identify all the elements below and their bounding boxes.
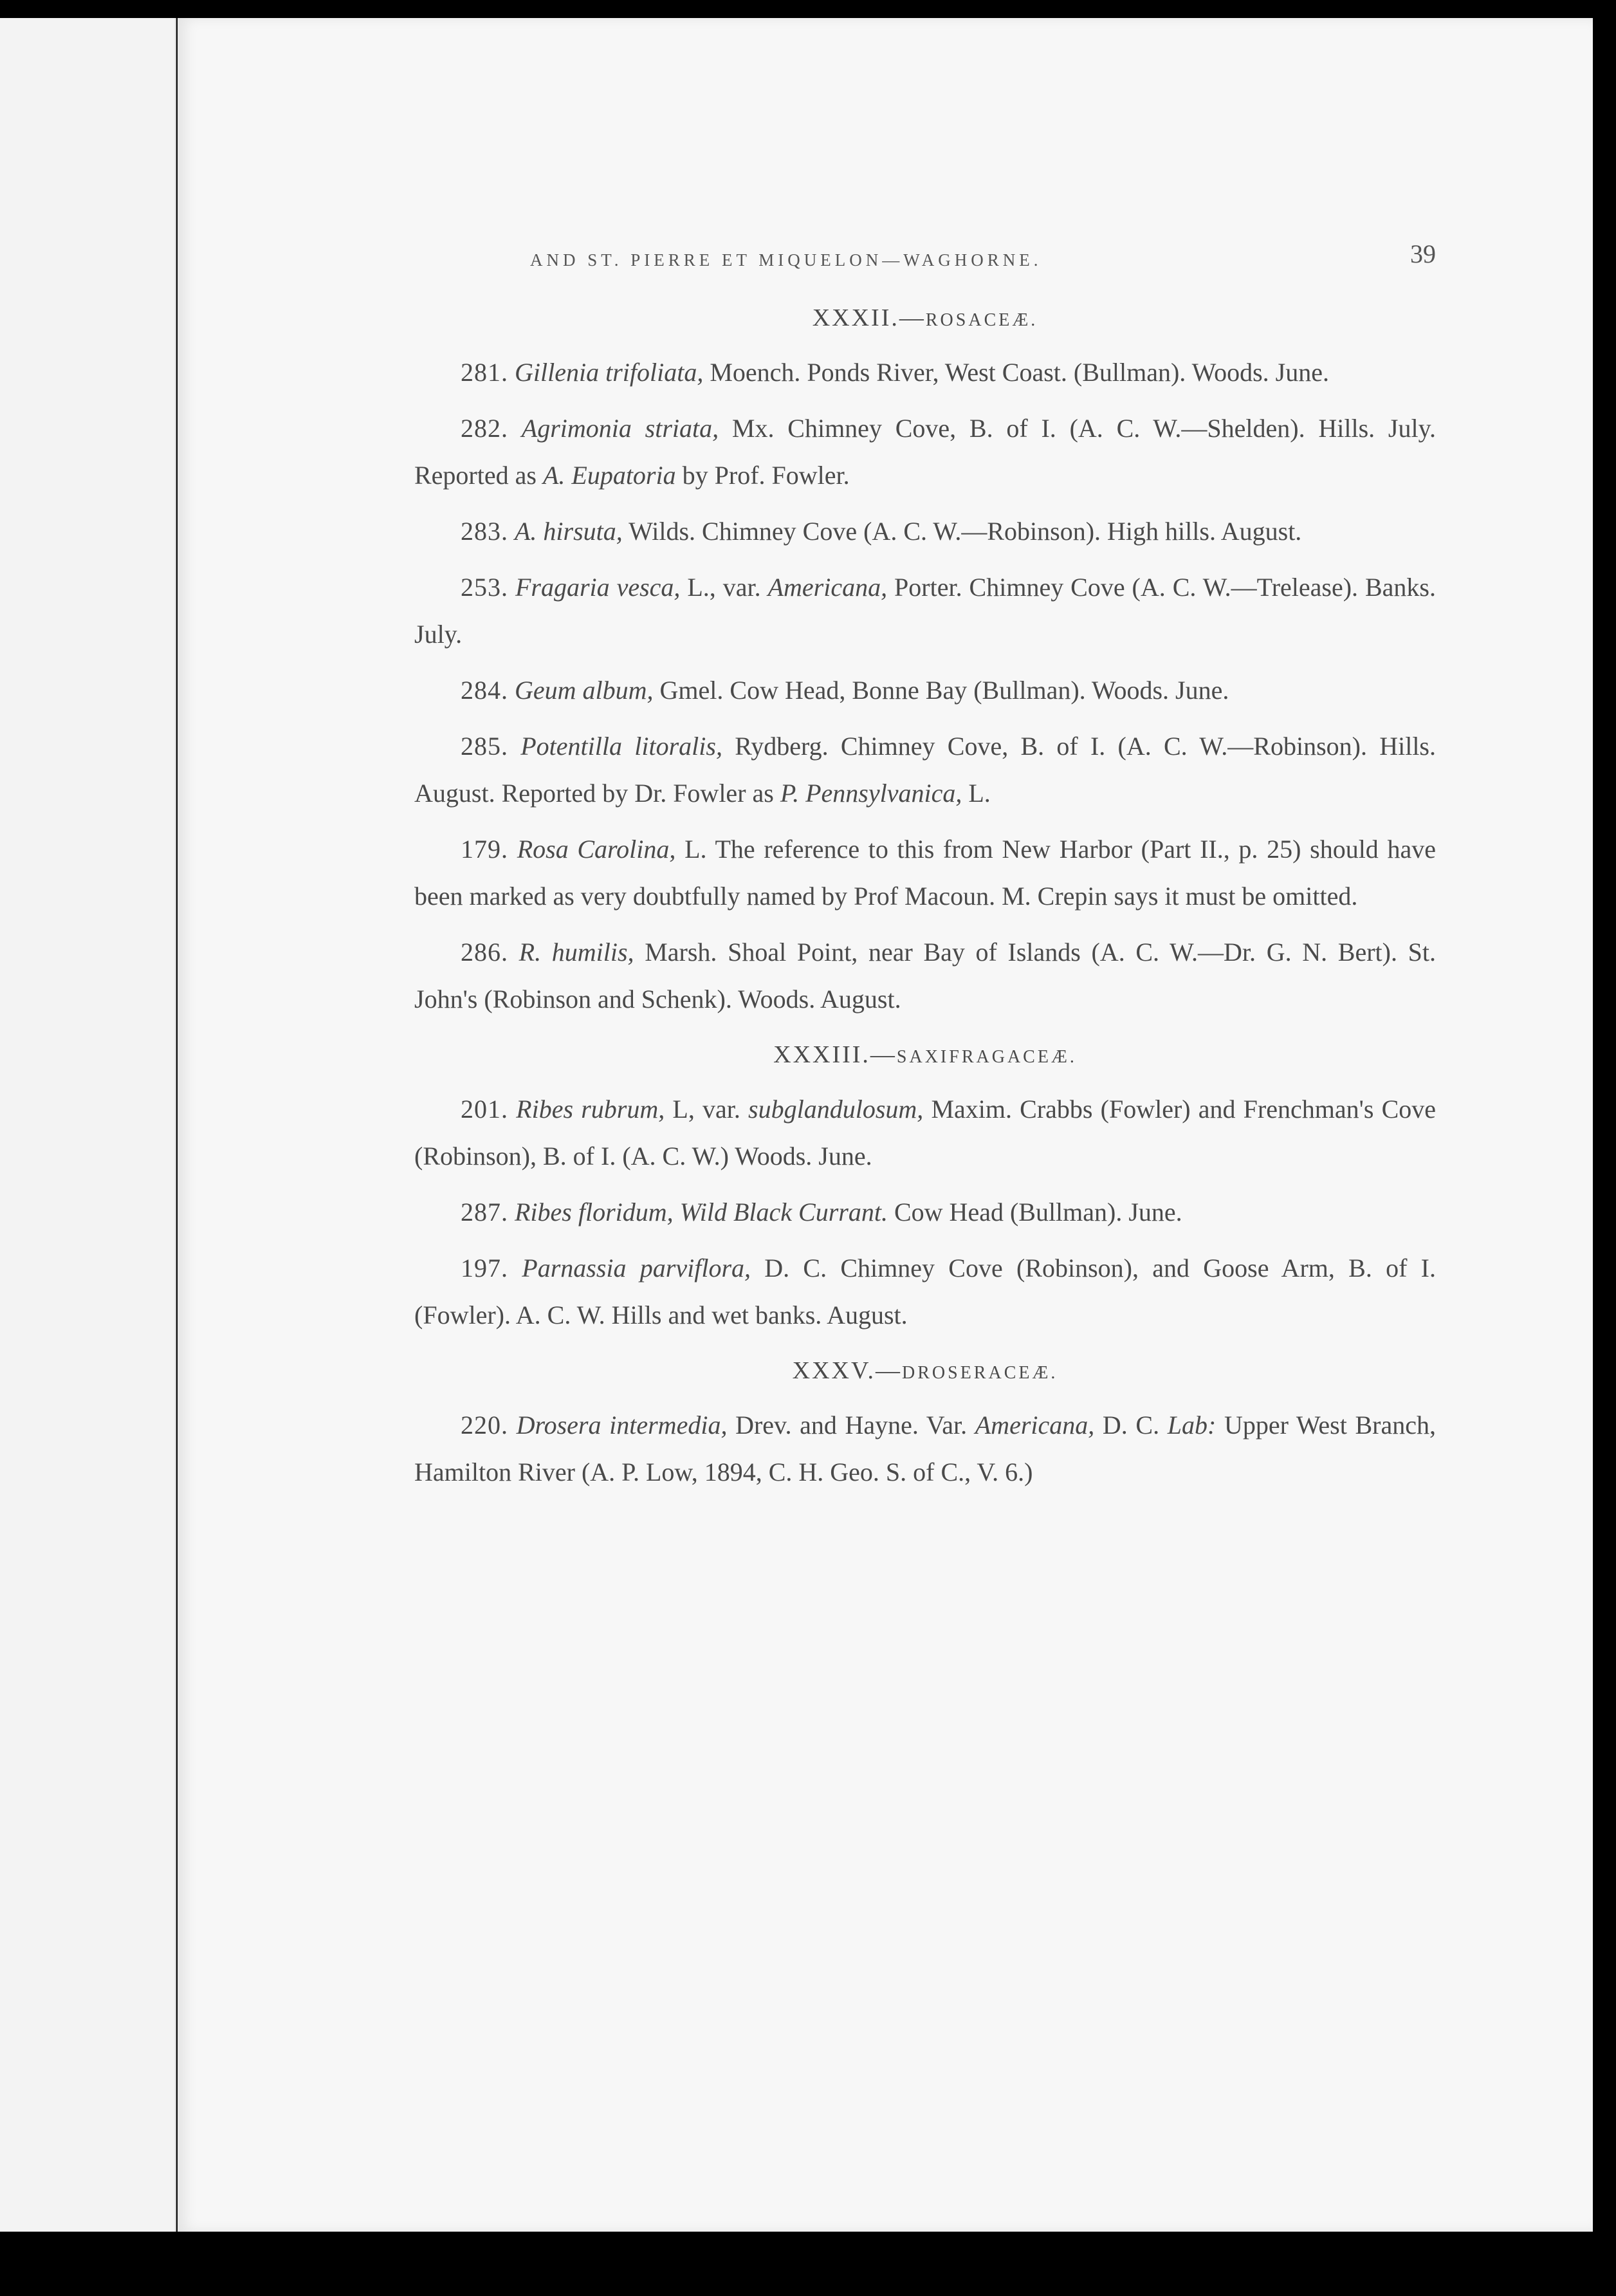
entry-text-2: D. C. (1094, 1411, 1168, 1440)
entry-text: D. C. Chimney Cove (Robinson), and Goose Arm, B. of I. (Fowler). A. C. W. Hills and wet banks. August. (414, 1254, 1436, 1329)
entry-text: Mx. Chimney Cove, B. of I. (A. C. W.—Shelden). Hills. July. Reported as (414, 414, 1436, 490)
entry-285 (414, 723, 1436, 817)
species-name: Ribes floridum, Wild Black Currant. (515, 1198, 888, 1227)
entry-201 (414, 1086, 1436, 1180)
page-text (414, 230, 1436, 1504)
entry-text-2: Maxim. Crabbs (Fowler) and Frenchman's Cove (Robinson), B. of I. (A. C. W.) Woods. June. (414, 1095, 1437, 1171)
entry-text: Wilds. Chimney Cove (A. C. W.—Robinson). High hills. August. (622, 517, 1302, 546)
entry-number: 201. (461, 1095, 508, 1124)
entry-220 (414, 1402, 1436, 1495)
section-heading-saxifragaceae (414, 1032, 1436, 1080)
running-head-title: AND ST. PIERRE ET MIQUELON—WAGHORNE. (530, 250, 1042, 270)
locality-abbrev: Lab: (1167, 1411, 1217, 1440)
species-name: Rosa Carolina, (517, 835, 676, 864)
entry-286 (414, 929, 1436, 1023)
entry-number: 286. (461, 938, 508, 967)
species-name-2: subglandulosum, (748, 1095, 924, 1124)
entry-number: 282. (461, 414, 508, 443)
entry-number: 253. (461, 573, 508, 602)
entry-text: Rydberg. Chimney Cove, B. of I. (A. C. W.—Robinson). Hills. August. Reported by Dr. Fowler as (414, 732, 1437, 808)
entry-number: 287. (461, 1198, 508, 1227)
entry-281 (414, 349, 1436, 396)
species-name: Fragaria vesca, (515, 573, 681, 602)
entry-number: 281. (461, 358, 508, 387)
entry-text: Cow Head (Bullman). June. (887, 1198, 1182, 1227)
section-heading-droseraceae (414, 1347, 1436, 1396)
page-number: 39 (1410, 239, 1436, 268)
species-name: Parnassia parviflora, (522, 1254, 751, 1282)
species-name: Ribes rubrum, (516, 1095, 665, 1124)
entry-number: 285. (461, 732, 508, 761)
entry-text: Gmel. Cow Head, Bonne Bay (Bullman). Woods. June. (653, 676, 1229, 705)
section-heading-name: ROSACEÆ. (925, 310, 1038, 330)
entry-text-2: Porter. Chimney Cove (A. C. W.—Trelease). Banks. July. (414, 573, 1436, 649)
species-name-2: P. Pennsylvanica, (780, 779, 962, 808)
species-name: Potentilla litoralis, (520, 732, 722, 761)
entry-text: Moench. Ponds River, West Coast. (Bullman). Woods. June. (703, 358, 1329, 387)
entry-number: 197. (461, 1254, 508, 1282)
species-name-2: Americana, (767, 573, 888, 602)
entry-text: Marsh. Shoal Point, near Bay of Islands (A. C. W.—Dr. G. N. Bert). St. John's (Robinson and Schenk). Woods. August. (414, 938, 1436, 1014)
section-heading-number: XXXII.— (812, 304, 926, 331)
species-name: A. hirsuta, (515, 517, 623, 546)
entry-287 (414, 1189, 1436, 1236)
entry-number: 283. (461, 517, 508, 546)
entry-text: L., var. (680, 573, 768, 602)
entry-282 (414, 405, 1436, 499)
entry-number: 284. (461, 676, 508, 705)
entry-text-2: L. (962, 779, 991, 808)
entry-text: L, var. (665, 1095, 749, 1124)
entry-text: Drev. and Hayne. Var. (727, 1411, 975, 1440)
section-heading-number: XXXIII.— (773, 1041, 897, 1068)
section-heading-number: XXXV.— (792, 1357, 902, 1384)
entry-text-3: Upper West Branch, Hamilton River (A. P. Low, 1894, C. H. Geo. S. of C., V. 6.) (414, 1411, 1436, 1486)
section-heading-name: DROSERACEÆ. (902, 1363, 1058, 1383)
running-head (414, 230, 1436, 273)
species-name-2: A. Eupatoria (542, 461, 676, 490)
species-name-2: Americana, (975, 1411, 1095, 1440)
section-heading-rosaceae (414, 295, 1436, 344)
section-heading-name: SAXIFRAGACEÆ. (896, 1047, 1077, 1067)
species-name: Drosera intermedia, (516, 1411, 728, 1440)
entry-284 (414, 667, 1436, 714)
species-name: R. humilis, (519, 938, 634, 967)
entry-text-2: by Prof. Fowler. (675, 461, 850, 490)
entry-197 (414, 1245, 1436, 1338)
entry-253 (414, 564, 1436, 658)
entry-179 (414, 826, 1436, 920)
entry-283 (414, 508, 1436, 555)
species-name: Gillenia trifoliata, (515, 358, 704, 387)
previous-page-edge (0, 18, 176, 2232)
species-name: Agrimonia striata, (521, 414, 719, 443)
entry-number: 220. (461, 1411, 508, 1440)
entry-text: L. The reference to this from New Harbor (Part II., p. 25) should have been marked as very doubtfully named by Prof Macoun. M. Crepin says it must be omitted. (414, 835, 1436, 911)
entry-number: 179. (461, 835, 508, 864)
species-name: Geum album, (515, 676, 654, 705)
